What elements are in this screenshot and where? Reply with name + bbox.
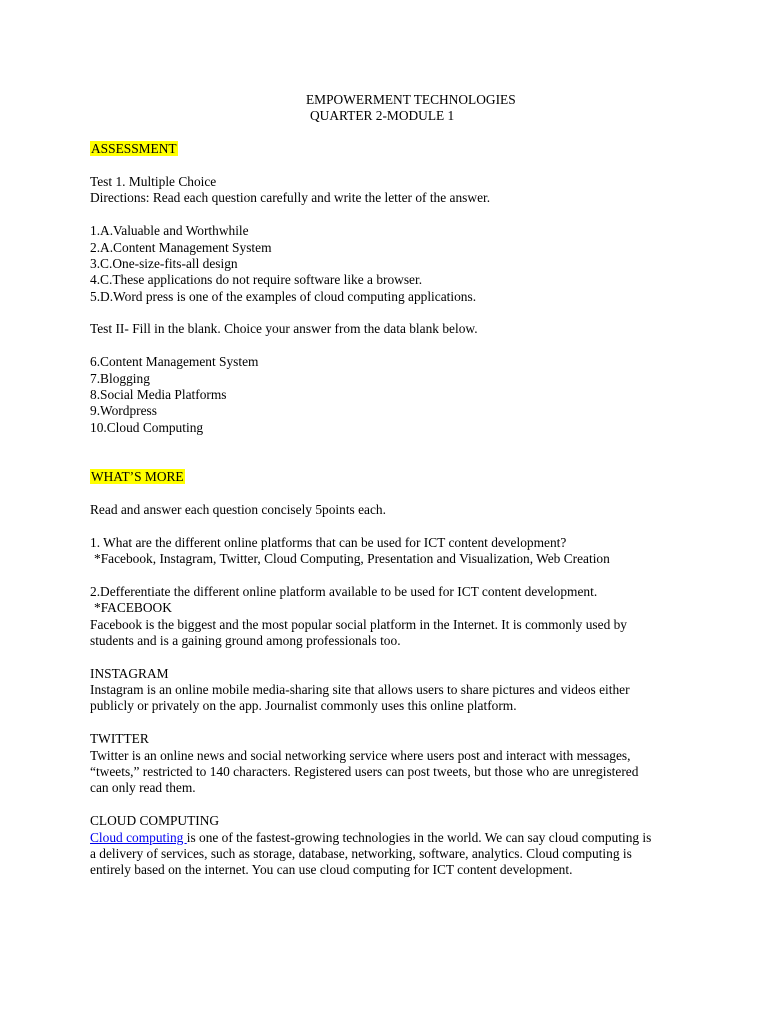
whats-more-heading: [90, 469, 690, 485]
answer-item: 2.A.Content Management System: [90, 239, 272, 255]
document-body: [90, 92, 690, 879]
answer-item: 6.Content Management System: [90, 354, 259, 370]
question-1: 1. What are the different online platforms that can be used for ICT content development?: [90, 534, 567, 550]
test2-title: Test II- Fill in the blank. Choice your answer from the data blank below.: [90, 321, 478, 337]
answer-1: *Facebook, Instagram, Twitter, Cloud Computing, Presentation and Visualization, Web Creation: [94, 550, 610, 566]
cloud-computing-text: entirely based on the internet. You can use cloud computing for ICT content development.: [90, 862, 573, 878]
facebook-text: students and is a gaining ground among professionals too.: [90, 632, 401, 648]
answer-item: 3.C.One-size-fits-all design: [90, 255, 238, 271]
document-title: EMPOWERMENT TECHNOLOGIES: [306, 92, 516, 107]
instagram-text: publicly or privately on the app. Journalist commonly uses this online platform.: [90, 698, 517, 714]
cloud-computing-label: CLOUD COMPUTING: [90, 813, 220, 829]
answer-item: 9.Wordpress: [90, 403, 157, 419]
twitter-text: “tweets,” restricted to 140 characters. Registered users can post tweets, but those who are unregistered: [90, 764, 639, 780]
facebook-label: *FACEBOOK: [94, 600, 172, 616]
facebook-text: Facebook is the biggest and the most popular social platform in the Internet. It is commonly used by: [90, 616, 628, 632]
cloud-computing-text-rest: is one of the fastest-growing technologies in the world. We can say cloud computing is: [186, 829, 652, 845]
twitter-label: TWITTER: [90, 731, 149, 747]
answer-item: 5.D.Word press is one of the examples of cloud computing applications.: [90, 288, 477, 304]
cloud-computing-link[interactable]: Cloud computing: [90, 829, 187, 845]
answer-item: 8.Social Media Platforms: [90, 387, 227, 403]
test1-title: Test 1. Multiple Choice: [90, 173, 217, 189]
instagram-label: INSTAGRAM: [90, 665, 169, 681]
answer-item: 4.C.These applications do not require software like a browser.: [90, 272, 423, 288]
whats-more-instruction: Read and answer each question concisely 5points each.: [90, 501, 386, 517]
answer-item: 1.A.Valuable and Worthwhile: [90, 223, 249, 239]
instagram-text: Instagram is an online mobile media-sharing site that allows users to share pictures and videos either: [90, 682, 630, 698]
test1-directions: Directions: Read each question carefully and write the letter of the answer.: [90, 190, 491, 206]
assessment-heading: [90, 141, 690, 157]
cloud-computing-text: a delivery of services, such as storage, database, networking, software, analytics. Cloud computing is: [90, 845, 632, 861]
twitter-text: can only read them.: [90, 780, 196, 796]
answer-item: 7.Blogging: [90, 370, 150, 386]
question-2: 2.Defferentiate the different online platform available to be used for ICT content development.: [90, 583, 598, 599]
document-subtitle: QUARTER 2-MODULE 1: [310, 108, 455, 124]
whats-more-heading-text: WHAT’S MORE: [91, 468, 184, 484]
cloud-computing-text: [90, 830, 690, 846]
answer-item: 10.Cloud Computing: [90, 419, 204, 435]
twitter-text: Twitter is an online news and social networking service where users post and interact with messages,: [90, 747, 631, 763]
assessment-heading-text: ASSESSMENT: [91, 141, 177, 157]
